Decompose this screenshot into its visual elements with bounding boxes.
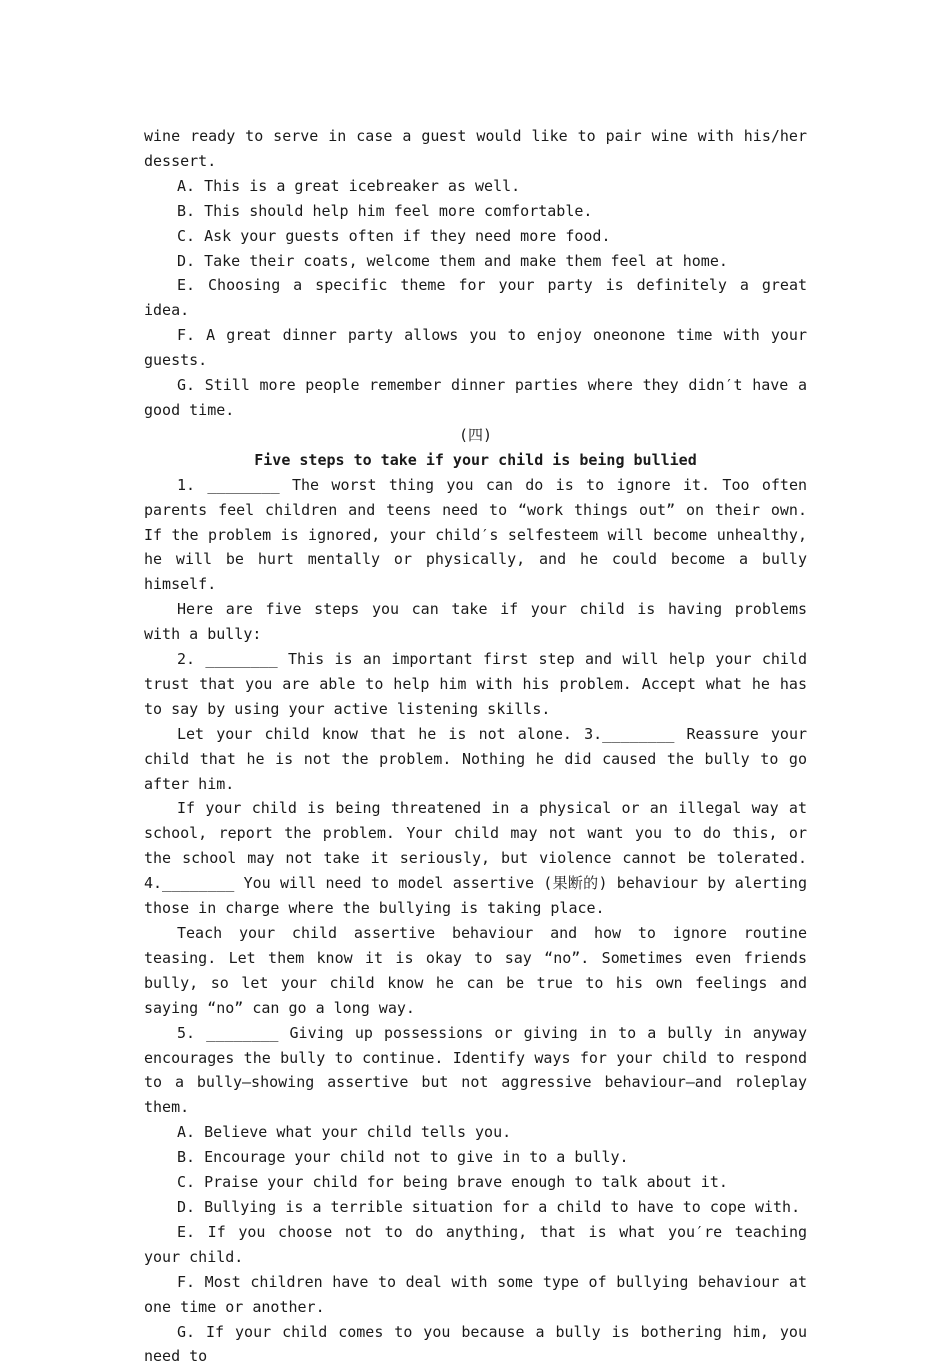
paragraph-7: 5. ________ Giving up possessions or giving in to a bully in anyway encourages the bully to continue. Identify ways for your child to respond to a bully—showing assertive but not aggressive behaviour—and roleplay them. [144,1021,807,1121]
option-f: F. Most children have to deal with some type of bullying behaviour at one time or another. [144,1270,807,1320]
paragraph-4: Let your child know that he is not alone. 3.________ Reassure your child that he is not the problem. Nothing he did caused the bully to go after him. [144,722,807,797]
option-a: A. This is a great icebreaker as well. [144,174,807,199]
option-g: G. Still more people remember dinner parties where they didn′t have a good time. [144,373,807,423]
paragraph-6: Teach your child assertive behaviour and how to ignore routine teasing. Let them know it is okay to say “no”. Sometimes even friends bully, so let your child know he can be true to his own feelings and saying “no” can go a long way. [144,921,807,1021]
section-label: (四) [144,423,807,448]
previous-options-list [144,174,807,423]
paragraph-5: If your child is being threatened in a physical or an illegal way at school, report the problem. Your child may not want you to do this, or the school may not take it seriously, but violence cannot be tolerated. 4.________ You will need to model assertive (果断的) behaviour by alerting those in charge where the bullying is taking place. [144,796,807,921]
option-d: D. Take their coats, welcome them and make them feel at home. [144,249,807,274]
option-d: D. Bullying is a terrible situation for a child to have to cope with. [144,1195,807,1220]
option-e: E. If you choose not to do anything, that is what you′re teaching your child. [144,1220,807,1270]
paragraph-1: 1. ________ The worst thing you can do is to ignore it. Too often parents feel children and teens need to “work things out” on their own. If the problem is ignored, your child′s selfesteem will become unhealthy, he will be hurt mentally or physically, and he could become a bully himself. [144,473,807,598]
option-g: G. If your child comes to you because a bully is bothering him, you need to [144,1320,807,1369]
passage-body [144,473,807,1121]
option-b: B. Encourage your child not to give in to a bully. [144,1145,807,1170]
paragraph-2: Here are five steps you can take if your child is having problems with a bully: [144,597,807,647]
option-b: B. This should help him feel more comfortable. [144,199,807,224]
paragraph-3: 2. ________ This is an important first step and will help your child trust that you are able to help him with his problem. Accept what he has to say by using your active listening skills. [144,647,807,722]
options-list [144,1120,807,1369]
option-c: C. Praise your child for being brave enough to talk about it. [144,1170,807,1195]
option-f: F. A great dinner party allows you to enjoy oneonone time with your guests. [144,323,807,373]
previous-passage-continuation: wine ready to serve in case a guest would like to pair wine with his/her dessert. [144,124,807,174]
option-a: A. Believe what your child tells you. [144,1120,807,1145]
passage-title: Five steps to take if your child is being bullied [144,448,807,473]
option-c: C. Ask your guests often if they need more food. [144,224,807,249]
document-page [144,124,807,1369]
option-e: E. Choosing a specific theme for your party is definitely a great idea. [144,273,807,323]
